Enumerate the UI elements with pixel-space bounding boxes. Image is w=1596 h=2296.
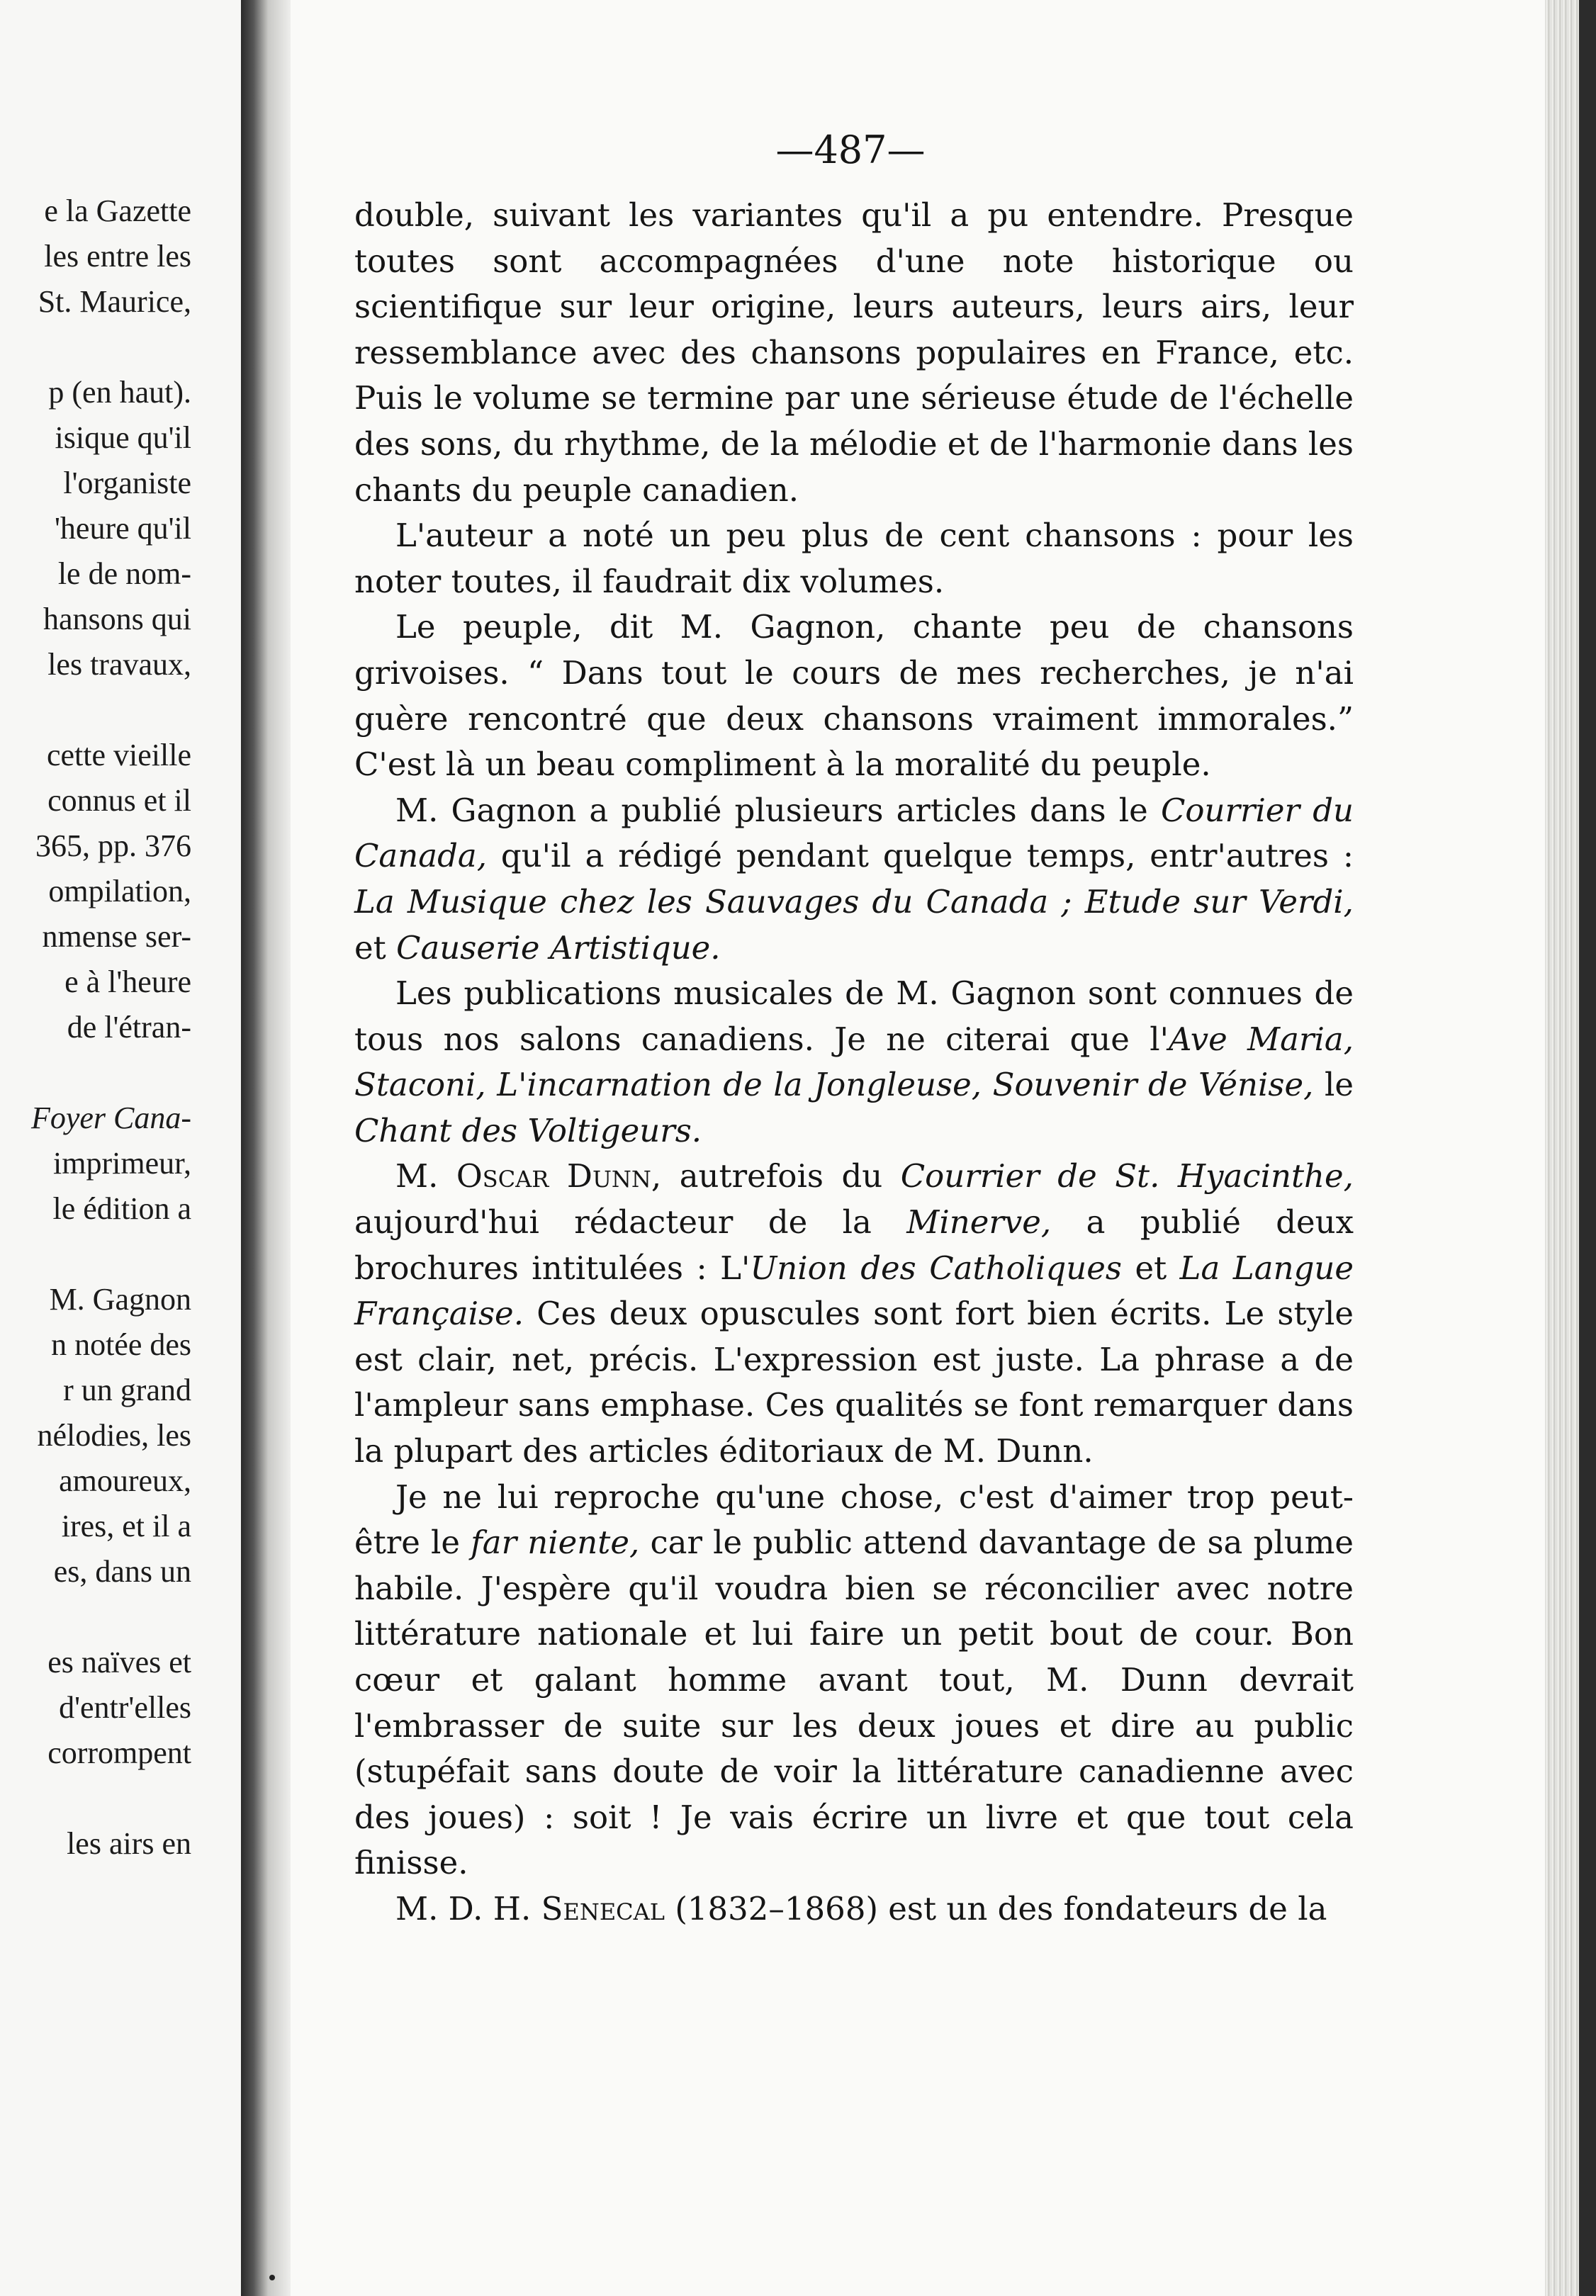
left-page-fragment bbox=[0, 0, 241, 2296]
left-line: r un grand bbox=[63, 1373, 191, 1407]
publication-title: Courrier de St. Hyacinthe, bbox=[900, 1157, 1354, 1195]
left-line: n notée des bbox=[51, 1327, 191, 1362]
text-run: a publié deux brochures intitulées : L' bbox=[354, 1203, 1354, 1287]
left-line: les travaux, bbox=[47, 647, 191, 682]
left-line: d'entr'elles bbox=[59, 1690, 191, 1725]
paragraph bbox=[354, 1886, 1354, 1932]
text-run: M. Gagnon a publié plusieurs articles dans le bbox=[395, 791, 1148, 829]
left-line: le de nom- bbox=[57, 556, 191, 591]
left-line: nélodies, les bbox=[37, 1418, 191, 1453]
left-line: nmense ser- bbox=[42, 919, 191, 954]
body-text bbox=[354, 193, 1354, 1932]
left-line: p (en haut). bbox=[48, 375, 191, 410]
left-line: amoureux, bbox=[59, 1463, 191, 1498]
left-line: M. Gagnon bbox=[49, 1282, 191, 1317]
left-line: es, dans un bbox=[53, 1554, 191, 1589]
left-line: de l'étran- bbox=[67, 1010, 191, 1045]
left-line: l'organiste bbox=[63, 466, 191, 500]
left-line: connus et il bbox=[47, 783, 191, 818]
publication-title: Courrier du Canada, bbox=[354, 791, 1354, 875]
text-run: autrefois du bbox=[679, 1157, 883, 1195]
text-run: M. D. H. bbox=[395, 1889, 532, 1928]
left-line: ompilation, bbox=[48, 874, 191, 908]
paragraph: double, suivant les variantes qu'il a pu entendre. Presque toutes sont accompagnées d'une note historique ou scientifique sur leur origine, leurs auteurs, leurs airs, leur ressemblance avec des chansons populaires en France, etc. Puis le volume se termine par une sérieuse étude de l'échelle des sons, du rhythme, de la mélodie et de l'harmonie dans les chants du peuple canadien. bbox=[354, 196, 1354, 509]
left-line: Foyer Cana- bbox=[30, 1101, 191, 1135]
book-gutter bbox=[241, 0, 291, 2296]
left-line: cette vieille bbox=[47, 738, 191, 772]
left-line: 365, pp. 376 bbox=[35, 828, 191, 863]
text-run: le bbox=[1324, 1066, 1354, 1104]
page-edge-shadow bbox=[1579, 0, 1596, 2296]
author-name: Senecal bbox=[541, 1889, 665, 1928]
text-run: Ces deux opuscules sont fort bien écrits. Le style est clair, net, précis. L'expression est juste. La phrase a de l'ampleur sans emphase. Ces qualités se font remarquer dans la plupart des articles éditoriaux de M. Dunn. bbox=[354, 1295, 1354, 1470]
music-titles: Ave Maria, Staconi, L'incarnation de la Jongleuse, Souvenir de Vénise, bbox=[354, 1020, 1354, 1104]
left-line: hansons qui bbox=[43, 602, 191, 636]
left-line: les entre les bbox=[44, 239, 191, 274]
page-number: —487— bbox=[775, 128, 926, 172]
left-line: e à l'heure bbox=[64, 964, 191, 999]
text-run: Je ne lui reproche qu'une chose, c'est d'aimer trop peut-être le bbox=[354, 1478, 1354, 1562]
text-run: qu'il a rédigé pendant quelque temps, entr'autres : bbox=[500, 837, 1354, 875]
paragraph bbox=[354, 788, 1354, 971]
text-run: Les publications musicales de M. Gagnon sont connues de tous nos salons canadiens. Je ne citerai que l' bbox=[354, 974, 1354, 1058]
paragraph bbox=[354, 1154, 1354, 1474]
text-run: aujourd'hui rédacteur de la bbox=[354, 1203, 872, 1242]
left-line: le édition a bbox=[52, 1191, 191, 1226]
brochure-title: Union des Catholiques bbox=[750, 1249, 1122, 1287]
left-line: St. Maurice, bbox=[38, 284, 191, 319]
text-run: (1832–1868) est un des fondateurs de la bbox=[675, 1889, 1327, 1928]
paragraph bbox=[354, 971, 1354, 1154]
brochure-title: La Langue Française. bbox=[354, 1249, 1354, 1333]
left-line: e la Gazette bbox=[44, 193, 191, 228]
text-run: et bbox=[354, 928, 386, 967]
text-run: et bbox=[1135, 1249, 1167, 1287]
left-line: es naïves et bbox=[47, 1645, 191, 1679]
paragraph bbox=[354, 1475, 1354, 1886]
music-title: Chant des Voltigeurs. bbox=[354, 1111, 702, 1149]
article-title: Causerie Artistique. bbox=[396, 928, 721, 967]
left-line: 'heure qu'il bbox=[54, 511, 191, 546]
italic-phrase: far niente, bbox=[471, 1524, 640, 1562]
left-line: ires, et il a bbox=[61, 1509, 191, 1543]
text-run: M. bbox=[395, 1157, 439, 1195]
text-run: car le public attend davantage de sa plume habile. J'espère qu'il voudra bien se réconcilier avec notre littérature nationale et lui faire un petit bout de cour. Bon cœur et galant homme avant tout, M. Dunn devrait l'embrasser de suite sur les deux joues et dire au public (stupéfait sans doute de voir la littérature canadienne avec des joues) : soit ! Je vais écrire un livre et que tout cela finisse. bbox=[354, 1524, 1354, 1882]
article-titles: La Musique chez les Sauvages du Canada ; Etude sur Verdi, bbox=[354, 882, 1354, 921]
scan-speck bbox=[269, 2275, 275, 2280]
publication-title: Minerve, bbox=[906, 1203, 1052, 1242]
paragraph: Le peuple, dit M. Gagnon, chante peu de chansons grivoises. “ Dans tout le cours de mes recherches, je n'ai guère rencontré que deux chansons vraiment immorales.” C'est là un beau compliment à la moralité du peuple. bbox=[354, 608, 1354, 784]
author-name: Oscar Dunn, bbox=[456, 1157, 662, 1195]
left-line: isique qu'il bbox=[55, 420, 191, 455]
paragraph: L'auteur a noté un peu plus de cent chansons : pour les noter toutes, il faudrait dix volumes. bbox=[354, 517, 1354, 600]
left-line: les airs en bbox=[67, 1826, 191, 1861]
left-line: corrompent bbox=[47, 1735, 191, 1770]
left-line: imprimeur, bbox=[53, 1146, 191, 1181]
